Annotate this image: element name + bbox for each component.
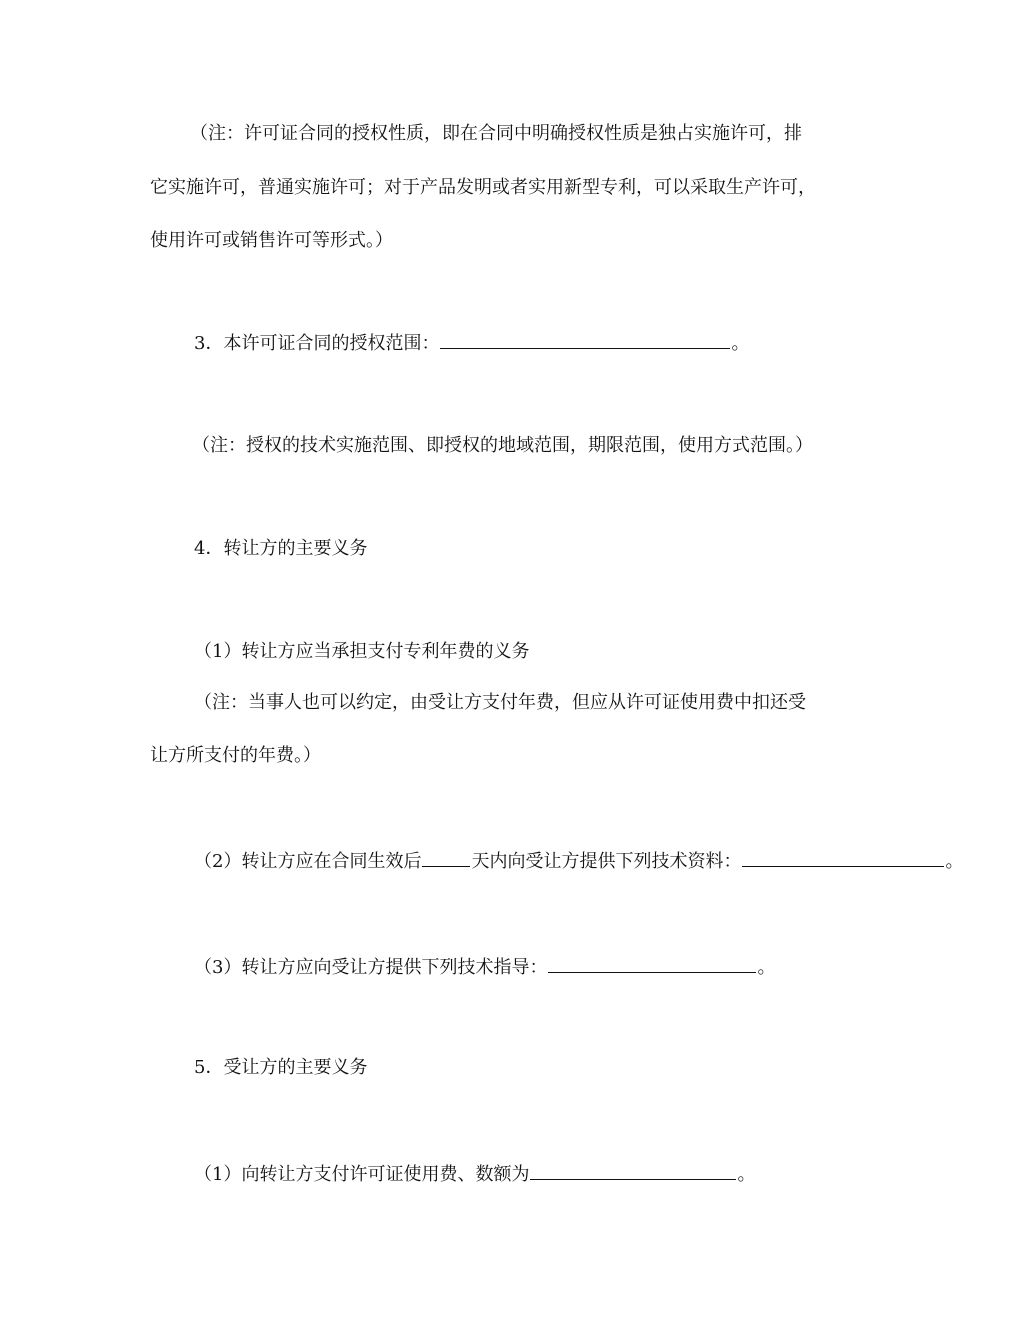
guidance-fill-blank[interactable] <box>548 954 756 973</box>
clause-4-2-period: 。 <box>945 851 964 872</box>
clause-4-3-technical-guidance <box>194 954 775 980</box>
clause-4-1-annual-fee: （1）转让方应当承担支付专利年费的义务 <box>194 641 530 662</box>
note-authorization-nature-line2: 它实施许可，普通实施许可；对于产品发明或者实用新型专利，可以采取生产许可， <box>150 177 816 198</box>
clause-4-heading: 4．转让方的主要义务 <box>194 538 368 559</box>
fee-amount-fill-blank[interactable] <box>530 1161 736 1180</box>
note-authorization-nature-line3: 使用许可或销售许可等形式。） <box>150 230 393 251</box>
clause-4-2-technical-materials <box>194 848 963 874</box>
clause-5-heading: 5．受让方的主要义务 <box>194 1057 368 1078</box>
clause-5-1-license-fee <box>194 1161 755 1187</box>
note-scope-description: （注：授权的技术实施范围、即授权的地域范围，期限范围，使用方式范围。） <box>192 435 813 456</box>
clause-4-3-period: 。 <box>757 957 776 978</box>
clause-4-1-note-line2: 让方所支付的年费。） <box>150 745 321 766</box>
scope-fill-blank[interactable] <box>440 330 730 349</box>
materials-fill-blank[interactable] <box>742 848 944 867</box>
clause-5-1-period: 。 <box>737 1164 756 1185</box>
clause-5-1-label: （1）向转让方支付许可证使用费、数额为 <box>194 1164 530 1185</box>
clause-3-period: 。 <box>731 333 750 354</box>
clause-4-2-middle: 天内向受让方提供下列技术资料： <box>471 851 742 872</box>
clause-3-authorization-scope <box>194 330 749 356</box>
clause-4-1-note-line1: （注：当事人也可以约定，由受让方支付年费，但应从许可证使用费中扣还受 <box>194 692 806 713</box>
clause-4-2-label: （2）转让方应在合同生效后 <box>194 851 422 872</box>
note-authorization-nature-line1: （注：许可证合同的授权性质，即在合同中明确授权性质是独占实施许可，排 <box>190 123 802 144</box>
clause-4-3-label: （3）转让方应向受让方提供下列技术指导： <box>194 957 548 978</box>
days-fill-blank[interactable] <box>422 848 470 867</box>
clause-3-label: 3．本许可证合同的授权范围： <box>194 333 440 354</box>
